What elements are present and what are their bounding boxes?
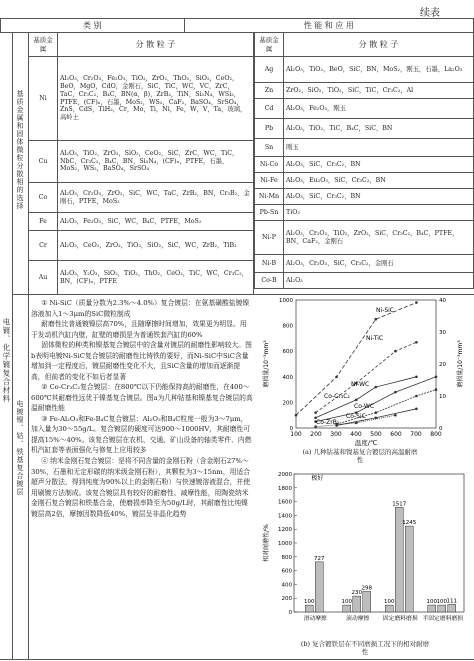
category-label: 滑动摩擦 xyxy=(303,616,327,622)
series-point xyxy=(335,376,338,379)
particle-cell: 刚玉 xyxy=(284,139,474,157)
metal-cell: Ag xyxy=(255,57,284,83)
y-tick-label: 600 xyxy=(281,568,292,575)
left-particle-table xyxy=(28,32,254,295)
chart-b-relative-wear xyxy=(258,470,472,645)
x-tick-label: 500 xyxy=(370,431,382,438)
paragraph-4: ② Co-Cr₃C₂复合镀层：在800℃以下仍能保持高的耐磨性，在400～600℃其耐磨性远优于镍基复合镀层。图a为几种钴基和镍基复合镀层的高温耐磨性能 xyxy=(31,383,253,413)
y-tick-label: 1200 xyxy=(278,527,292,534)
y-tick-label: 1000 xyxy=(278,541,292,547)
x-tick-label: 100 xyxy=(290,431,302,438)
particle-cell: Al₂O₃，TiO₂，BeO，SiC，BN，MoS₂，刚玉，石墨，La₂O₃ xyxy=(284,57,474,83)
metal-cell: Cu xyxy=(29,141,58,183)
x-tick-label: 800 xyxy=(430,431,442,438)
series-point xyxy=(355,422,358,425)
particle-cell: Al₂O₃，Y₂O₃，SiO₂，TiO₂，ThO₂，CeO₂，TiC，WC，Cr₃C₂，BN，(CF)ₙ，PTFE xyxy=(58,261,254,295)
category-label: 滚动摩擦 xyxy=(346,616,370,622)
series-point xyxy=(394,414,397,417)
series-point xyxy=(355,399,358,402)
metal-cell: Sn xyxy=(255,139,284,157)
bar-value-label: 100 xyxy=(304,599,315,606)
bar-value-label: 1245 xyxy=(402,520,417,527)
metal-cell: Ni-P xyxy=(255,221,284,255)
series-point xyxy=(415,301,418,304)
particle-cell: Al₂O₃，Cr₂O₃，TiO₂，ZrO₂，SiC，Cr₃C₂，B₄C，PTFE，BN，CaF₂，金刚石 xyxy=(284,221,474,255)
bar xyxy=(438,605,446,612)
continued-label: 续表 xyxy=(420,8,440,19)
particle-cell: Al₂O₃，Cr₂O₃，Fe₂O₃，TiO₂，ZrO₂，ThO₂，SiO₂，CeO₂，BeO，MgO，CdO，金刚石，SiC，TiC，WC，VC，ZrC，TaC，Cr₃C₂，B₄C，BN(α，β)，ZrB₂，TiN，Si₃N₄，WSi₂，PTFE，(CF)ₙ，石墨，MoS₂，WS₂，CaF₂，BaSO₄，SrSO₄，ZnS，CdS，TiH₂，Cr，Mo，Ti，Ni，Fe，W，V，Ta，玻璃，高岭土 xyxy=(58,57,254,141)
series-point xyxy=(375,411,378,414)
y-tick-label: 1400 xyxy=(278,513,292,520)
metal-cell: Pb xyxy=(255,119,284,139)
paragraph-3: 固体微粒的种类和镍基复合镀层中的含量对镀层的耐磨性影响较大。图b表明电镀Ni-SiC复合镀层的耐磨性比铸铁的要好，而Ni-SiC中SiC含量增加到一定程度后，镀层耐磨性变化不大，且SiC含量的增加而逐渐提高，但前者的变化不如后者显著 xyxy=(31,341,252,381)
particle-cell: Al₂O₃，SiC，Cr₃C₂，BN xyxy=(284,189,474,205)
metal-cell: Cd xyxy=(255,99,284,119)
top-annotation: 极好 xyxy=(311,475,324,482)
series-label: Co-ZrB₂ xyxy=(316,419,340,426)
series-point xyxy=(435,388,438,391)
header-properties: 性 能 和 应 用 xyxy=(184,19,473,33)
metal-cell: Co xyxy=(29,183,58,213)
y-axis-label-right: 磨损量/10⁻³mm³ xyxy=(457,340,464,388)
metal-cell: Ni xyxy=(29,57,58,141)
bar-value-label: 100 xyxy=(436,599,447,606)
x-tick-label: 700 xyxy=(410,431,422,438)
bar xyxy=(343,605,351,612)
sub-header-particle: 分 散 粒 子 xyxy=(58,33,254,57)
x-tick-label: 600 xyxy=(390,431,402,438)
bar-value-label: 111 xyxy=(446,598,457,605)
metal-cell: Ni-Mn xyxy=(255,189,284,205)
paragraph-6: ④ 纳米金刚石复合镀层：是将不同含量的金刚石粉（含金刚石27%～30%，石墨和无定形碳的纳米级金刚石粉），其颗粒为3～15nm，用适合超声分散法，得到纯度为90%以上的金刚石粉）与快速镀溶液混合，并使用刷镀方法制成。该复合镀层具有较好的耐磨性、减摩性能，用陶瓷纳米金刚石复合镀层和铁基合金，使磨损率降至为50g/L时，其耐磨性比纯镍镀层高2倍，摩擦因数降低40%，镀层呈非晶化趋势 xyxy=(31,456,251,518)
paragraph-2: 耐磨性比普通镀镍层高70%，且随摩擦时间增加，效果更为明显。用于发动机汽缸内壁，缸壁的磨损是为普通铁套汽缸的60% xyxy=(31,320,247,339)
y-tick-label-left: 600 xyxy=(282,349,293,356)
text-column xyxy=(31,298,253,653)
particle-cell: Al₂O₃，SiC，Cr₃C₂，BN xyxy=(284,157,474,173)
y-tick-label-left: 800 xyxy=(282,323,293,330)
section-ni-co-fe: 电镀镍、钴、铁基复合镀层 xyxy=(16,400,24,496)
series-line xyxy=(296,303,416,416)
y-axis-label-left: 磨损量/10⁻³mm³ xyxy=(263,340,270,388)
particle-cell: Al₂O₃，Fe₂O₃，SiC，WC，B₄C，PTFE，MoS₂ xyxy=(58,213,254,231)
bar-value-label: 298 xyxy=(361,585,372,592)
chart-a-high-temp-wear xyxy=(256,296,472,462)
series-point xyxy=(415,395,418,398)
particle-cell: Al₂O₃，Cr₂O₃，ZrO₂，SiC，WC，TaC，ZrB₂，BN，Cr₃B₂，金刚石，PTFE，MoS₂ xyxy=(58,183,254,213)
y-tick-label: 0 xyxy=(288,610,292,616)
chart-b-caption: (b) 复合镀铁层在不同磨损工况下的相对耐磨性 xyxy=(300,640,430,657)
particle-cell: Al₂O₃，CeO₂，ZrO₂，TiO₂，SiO₂，SiC，WC，ZrB₂，TiB₂ xyxy=(58,231,254,261)
particle-cell: Al₂O₃，Fe₂O₃，刚玉 xyxy=(284,99,474,119)
series-point xyxy=(314,411,317,414)
bar xyxy=(315,562,323,612)
bar xyxy=(385,605,393,612)
metal-cell: Fe xyxy=(29,213,58,231)
bar xyxy=(363,591,371,612)
right-particle-table xyxy=(254,32,474,289)
bar-value-label: 727 xyxy=(314,555,325,562)
x-tick-label: 300 xyxy=(330,431,342,438)
bar-value-label: 100 xyxy=(384,599,395,606)
bar xyxy=(428,605,436,612)
y-tick-label-right: 30 xyxy=(439,330,446,336)
paragraph-5: ③ Fe-Al₂O₃和Fe-B₄C复合镀层：Al₂O₃和B₄C粒度一般为3～7μm，加入量为30～55g/L。复合镀层的硬度可达900～1000HV，其耐磨性可提高15%～40%。该复合镀层在农机、交通、矿山设备的轴类零件、内燃机汽缸套等表面强化与修复上应用较多 xyxy=(31,414,252,455)
header-category: 类 别 xyxy=(1,19,185,33)
particle-cell: Al₂O₃，Eu₂O₃，SiC，Cr₃C₂，BN xyxy=(284,173,474,189)
y-tick-label: 400 xyxy=(281,582,292,589)
sub-header-metal: 基质金属 xyxy=(29,33,58,57)
y-tick-label-right: 0 xyxy=(439,426,443,432)
bar xyxy=(305,605,313,612)
series-point xyxy=(415,408,418,411)
section-matrix-selection: 基质金属和固体微粒分散相的选择 xyxy=(16,90,24,210)
section-category-main: 电镀、化学镀复合材料 xyxy=(2,318,11,403)
y-tick-label-right: 40 xyxy=(439,298,446,304)
metal-cell: Ni-Co xyxy=(255,157,284,173)
y-tick-label-right: 20 xyxy=(439,362,446,368)
x-tick-label: 400 xyxy=(350,431,362,438)
y-tick-label: 1800 xyxy=(278,485,292,492)
y-axis-label: 相对耐磨性/% xyxy=(263,524,270,562)
sub-header-metal: 基质金属 xyxy=(255,33,284,57)
particle-cell: Al₂O₃ xyxy=(284,273,474,289)
series-point xyxy=(394,391,397,394)
particle-cell: Al₂O₃，TiO₂，ZrO₂，SiO₂，CeO₂，SiC，ZrC，WC，TiC，NbC，Cr₃C₂，B₄C，BN，Si₃N₄，(CF)ₙ，PTFE，石墨，MoS₂，WS₂，BaSO₄，SrSO₄ xyxy=(58,141,254,183)
metal-cell: Co-B xyxy=(255,273,284,289)
x-axis-label: 温度/℃ xyxy=(354,439,378,447)
metal-cell: Au xyxy=(29,261,58,295)
series-label: Co-WC xyxy=(354,403,375,410)
category-label: 半固定磨料磨损 xyxy=(422,616,464,622)
bar-value-label: 100 xyxy=(426,599,437,606)
particle-cell: Al₂O₃，TiO₂，TiC，B₄C，SiC，BN xyxy=(284,119,474,139)
series-point xyxy=(375,386,378,389)
y-tick-label-left: 400 xyxy=(282,374,293,381)
series-point xyxy=(415,341,418,344)
bar-value-label: 1517 xyxy=(392,501,407,508)
y-tick-label-left: 200 xyxy=(282,400,293,407)
metal-cell: Ni-B xyxy=(255,255,284,273)
y-tick-label: 1600 xyxy=(278,499,292,506)
metal-cell: Cr xyxy=(29,231,58,261)
metal-cell: Pb-Sn xyxy=(255,205,284,221)
sub-header-particle: 分 散 粒 子 xyxy=(284,33,474,57)
series-label: Co-SiC xyxy=(346,413,366,420)
series-label: Ni-WC xyxy=(351,381,370,388)
bar-value-label: 230 xyxy=(351,590,362,597)
bar xyxy=(353,596,361,612)
y-tick-label: 2000 xyxy=(278,472,292,478)
series-point xyxy=(375,318,378,321)
y-tick-label-left: 0 xyxy=(289,426,293,432)
chart-a-caption: (a) 几种钴基和镍基复合镀层的高温耐磨性 xyxy=(302,448,418,465)
y-tick-label-left: 1000 xyxy=(279,298,293,304)
y-tick-label: 800 xyxy=(281,554,292,561)
category-label: 固定磨料磨损 xyxy=(382,616,418,622)
series-point xyxy=(394,350,397,353)
bar xyxy=(448,604,456,612)
series-label: Co-Cr₃C₂ xyxy=(324,393,350,400)
series-point xyxy=(295,414,298,417)
bar-value-label: 100 xyxy=(341,599,352,606)
particle-cell: ZrO₂，SiO₂，TiO₂，SiC，TiC，Cr₃C₂，Al xyxy=(284,83,474,99)
metal-cell: Ni-Fe xyxy=(255,173,284,189)
composite-material-table xyxy=(0,18,474,33)
bar xyxy=(405,526,413,612)
series-label: Ni-TiC xyxy=(366,335,384,342)
y-tick-label-right: 10 xyxy=(439,394,446,400)
series-label: Ni-SiC xyxy=(376,307,394,314)
x-tick-label: 200 xyxy=(310,431,322,438)
metal-cell: Zn xyxy=(255,83,284,99)
series-point xyxy=(415,376,418,379)
particle-cell: TiO₂ xyxy=(284,205,474,221)
y-tick-label: 200 xyxy=(281,596,292,603)
series-point xyxy=(435,376,438,379)
particle-cell: Al₂O₃，Cr₂O₃，SiC，Cr₃C₂，金刚石 xyxy=(284,255,474,273)
paragraph-1: ① Ni-SiC（质量分数为2.3%～4.0%）复合镀层：在氨基磺酸盐镀镍溶液加入1～3μm的SiC微粒制成 xyxy=(31,299,250,318)
